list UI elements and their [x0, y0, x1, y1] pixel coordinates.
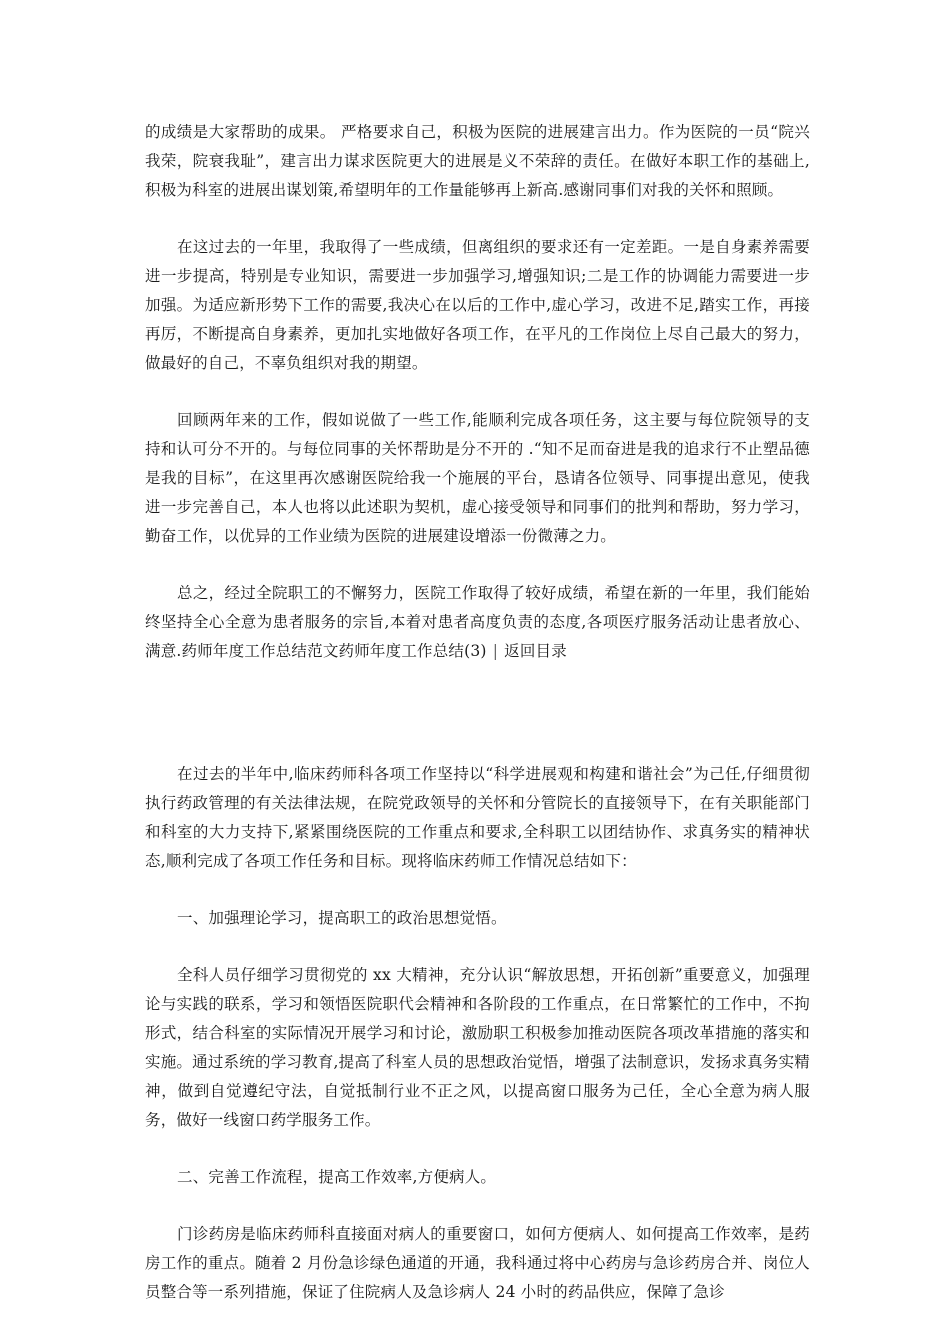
paragraph-section-intro: 在过去的半年中,临床药师科各项工作坚持以“科学进展观和构建和谐社会”为己任,仔细贯彻执行药政管理的有关法律法规，在院党政领导的关怀和分管院长的直接领导下，在有关职能部门和科室的大力支持下,紧紧围绕医院的工作重点和要求,全科职工以团结协作、求真务实的精神状态,顺利完成了各项工作任务和目标。现将临床药师工作情况总结如下：	[145, 765, 810, 870]
paragraph-review: 回顾两年来的工作，假如说做了一些工作,能顺利完成各项任务，这主要与每位院领导的支持和认可分不开的。与每位同事的关怀帮助是分不开的 .“知不足而奋进是我的追求行不止塑品德是我的目标”，在这里再次感谢医院给我一个施展的平台，恳请各位领导、同事提出意见，使我进一步完善自己，本人也将以此述职为契机，虚心接受领导和同事们的批判和帮助，努力学习，勤奋工作，以优异的工作业绩为医院的进展建设增添一份微薄之力。	[145, 411, 810, 545]
conclusion-text: 总之，经过全院职工的不懈努力，医院工作取得了较好成绩，希望在新的一年里，我们能始终坚持全心全意为患者服务的宗旨,本着对患者高度负责的态度,各项医疗服务活动让患者放心、满意.药师年度工作总结范文药师年度工作总结(3)	[145, 584, 810, 660]
section-heading-workflow: 二、完善工作流程，提高工作效率,方便病人。	[177, 1168, 497, 1186]
back-to-toc-link[interactable]: 返回目录	[504, 642, 567, 660]
document-page	[145, 118, 810, 1335]
paragraph-achievements: 的成绩是大家帮助的成果。 严格要求自己，积极为医院的进展建言出力。作为医院的一员“院兴我荣，院衰我耻”，建言出力谋求医院更大的进展是义不荣辞的责任。在做好本职工作的基础上,积极为科室的进展出谋划策,希望明年的工作量能够再上新高.感谢同事们对我的关怀和照顾。	[145, 123, 810, 199]
section-spacer	[145, 694, 810, 760]
section-heading-theory-study: 一、加强理论学习，提高职工的政治思想觉悟。	[177, 909, 507, 927]
paragraph-workflow: 门诊药房是临床药师科直接面对病人的重要窗口，如何方便病人、如何提高工作效率，是药房工作的重点。随着 2 月份急诊绿色通道的开通，我科通过将中心药房与急诊药房合并、岗位人员整合等一系列措施，保证了住院病人及急诊病人 24 小时的药品供应，保障了急诊	[145, 1225, 810, 1301]
paragraph-shortcomings: 在这过去的一年里，我取得了一些成绩，但离组织的要求还有一定差距。一是自身素养需要进一步提高，特别是专业知识，需要进一步加强学习,增强知识;二是工作的协调能力需要进一步加强。为适应新形势下工作的需要,我决心在以后的工作中,虚心学习，改进不足,踏实工作，再接再厉，不断提高自身素养，更加扎实地做好各项工作，在平凡的工作岗位上尽自己最大的努力，做最好的自己，不辜负组织对我的期望。	[145, 238, 810, 372]
paragraph-theory-study: 全科人员仔细学习贯彻党的 xx 大精神，充分认识“解放思想，开拓创新”重要意义，加强理论与实践的联系，学习和领悟医院职代会精神和各阶段的工作重点，在日常繁忙的工作中，不拘形式，结合科室的实际情况开展学习和讨论，激励职工积极参加推动医院各项改革措施的落实和实施。通过系统的学习教育,提高了科室人员的思想政治觉悟，增强了法制意识，发扬求真务实精神，做到自觉遵纪守法，自觉抵制行业不正之风，以提高窗口服务为己任，全心全意为病人服务，做好一线窗口药学服务工作。	[145, 966, 810, 1129]
paragraph-conclusion	[145, 579, 810, 666]
nav-separator: |	[492, 642, 499, 660]
